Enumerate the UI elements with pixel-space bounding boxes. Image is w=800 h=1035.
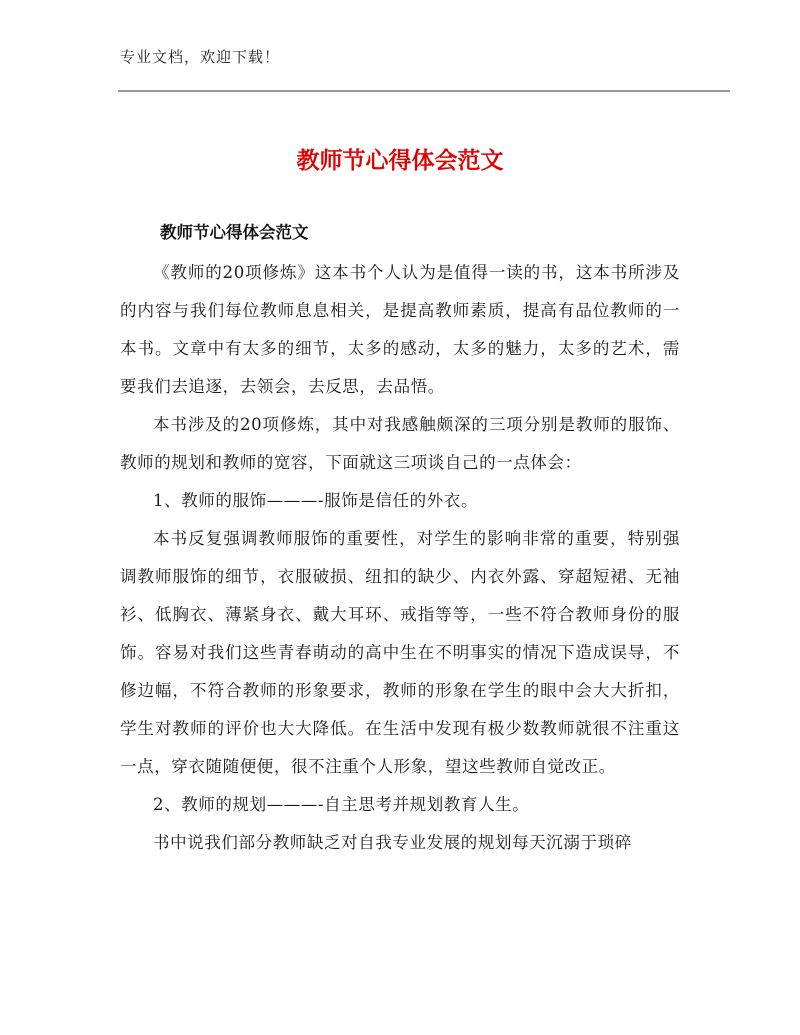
header-note: 专业文档，欢迎下载！ xyxy=(120,48,281,66)
paragraph-point-2-body: 书中说我们部分教师缺乏对自我专业发展的规划每天沉溺于琐碎 xyxy=(153,833,632,852)
paragraph-point-1-body: 本书反复强调教师服饰的重要性，对学生的影响非常的重要，特别强调教师服饰的细节，衣服破损、纽扣的缺少、内衣外露、穿超短裙、无袖衫、低胸衣、薄紧身衣、戴大耳环、戒指等等，一些不符合教师身份的服饰。容易对我们这些青春萌动的高中生在不明事实的情况下造成误导，不修边幅，不符合教师的形象要求，教师的形象在学生的眼中会大大折扣，学生对教师的评价也大大降低。在生活中发现有极少数教师就很不注重这一点，穿衣随随便便，很不注重个人形象，望这些教师自觉改正。 xyxy=(120,529,680,776)
paragraph-intro: 《教师的20项修炼》这本书个人认为是值得一读的书，这本书所涉及的内容与我们每位教师息息相关，是提高教师素质，提高有品位教师的一本书。文章中有太多的细节，太多的感动，太多的魅力，太多的艺术，需要我们去追逐，去领会，去反思，去品悟。 xyxy=(120,263,680,396)
paragraph-point-1-heading: 1、教师的服饰———-服饰是信任的外衣。 xyxy=(153,491,479,510)
document-body xyxy=(120,254,680,862)
paragraph-point-2-heading: 2、教师的规划———-自主思考并规划教育人生。 xyxy=(153,795,530,814)
header-divider xyxy=(118,90,730,92)
paragraph-overview: 本书涉及的20项修炼，其中对我感触颇深的三项分别是教师的服饰、教师的规划和教师的宽容，下面就这三项谈自己的一点体会： xyxy=(120,415,680,472)
document-title: 教师节心得体会范文 xyxy=(296,148,504,174)
section-heading: 教师节心得体会范文 xyxy=(160,223,309,242)
